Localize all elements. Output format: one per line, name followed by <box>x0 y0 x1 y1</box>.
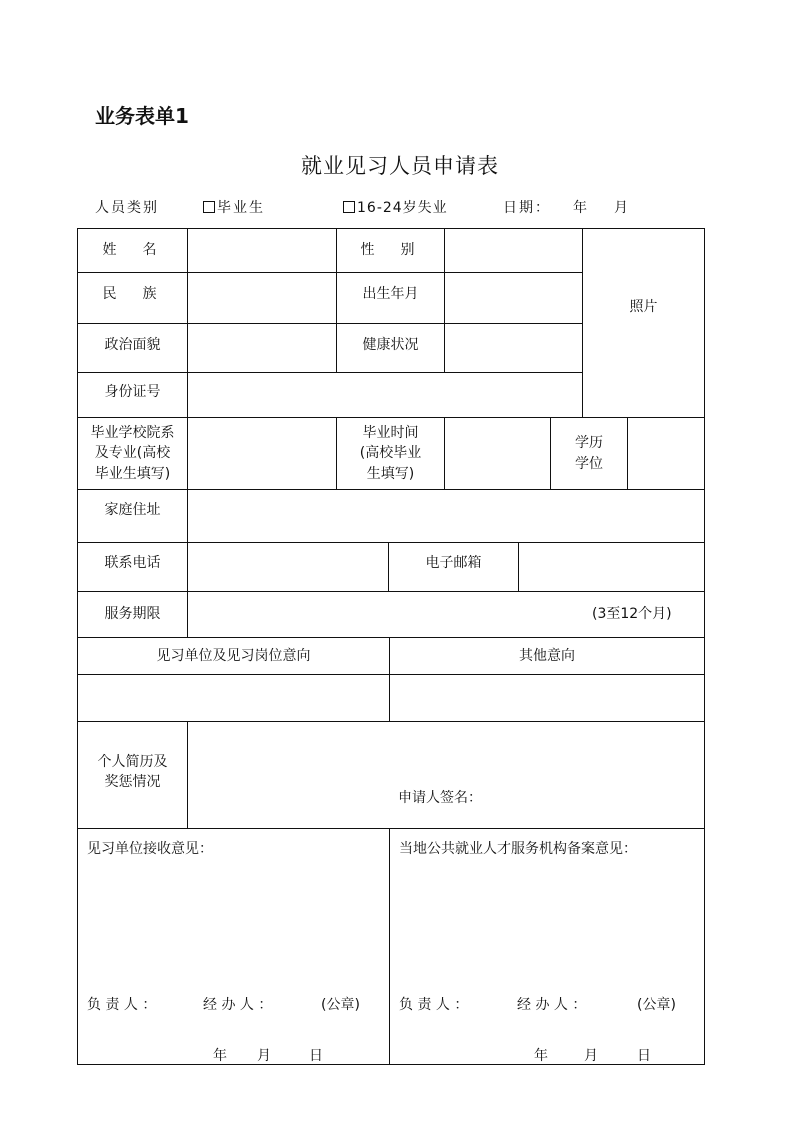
unit-opinion-area[interactable] <box>78 829 389 1064</box>
agency-responsible-label: 负 责 人 ： <box>399 997 469 1013</box>
phone-label: 联系电话 <box>104 554 161 571</box>
form-code: 业务表单1 <box>95 104 189 128</box>
agency-year-label: 年 <box>534 1048 548 1064</box>
birth-label: 出生年月 <box>362 286 419 303</box>
table-border-bottom <box>77 1064 705 1065</box>
table-border-right <box>704 228 705 1065</box>
email-label: 电子邮箱 <box>425 554 482 571</box>
name-input[interactable] <box>188 229 336 272</box>
page-title: 就业见习人员申请表 <box>301 154 499 178</box>
photo-box[interactable] <box>583 229 704 386</box>
date-year-label: 年 <box>573 200 589 216</box>
intent-other-label: 其他意向 <box>519 647 575 664</box>
service-period-label: 服务期限 <box>104 606 161 623</box>
gender-input[interactable] <box>445 229 582 272</box>
unit-responsible-label: 负 责 人 ： <box>87 997 157 1013</box>
unit-seal-label: (公章) <box>321 997 360 1013</box>
option-graduate-label: 毕业生 <box>217 200 265 216</box>
unit-opinion-title: 见习单位接收意见： <box>87 841 213 857</box>
service-period-hint: (3至12个月) <box>592 606 672 622</box>
school-label: 毕业学校院系 及专业(高校 毕业生填写) <box>90 425 175 482</box>
unit-handler-label: 经 办 人 ： <box>203 997 273 1013</box>
health-input[interactable] <box>445 324 582 372</box>
id-number-input[interactable] <box>188 373 582 417</box>
checkbox-graduate[interactable] <box>203 201 215 213</box>
ethnicity-input[interactable] <box>188 273 336 323</box>
degree-label: 学历 学位 <box>575 435 603 472</box>
agency-opinion-title: 当地公共就业人才服务机构备案意见： <box>399 841 637 857</box>
checkbox-unemployed[interactable] <box>343 201 355 213</box>
option-graduate[interactable] <box>203 197 265 217</box>
intent-unit-label: 见习单位及见习岗位意向 <box>156 647 311 664</box>
grad-time-label: 毕业时间 (高校毕业 生填写) <box>359 425 422 482</box>
ethnicity-label: 民 族 <box>102 286 163 303</box>
resume-input[interactable] <box>188 722 704 828</box>
health-label: 健康状况 <box>362 336 419 353</box>
id-number-label: 身份证号 <box>104 383 161 400</box>
school-input[interactable] <box>188 418 336 489</box>
address-label: 家庭住址 <box>104 501 161 518</box>
agency-seal-label: (公章) <box>637 997 676 1013</box>
date-month-label: 月 <box>614 200 630 216</box>
political-label: 政治面貌 <box>104 336 161 353</box>
grad-time-input[interactable] <box>445 418 550 489</box>
name-label: 姓 名 <box>102 242 163 259</box>
intent-other-input[interactable] <box>390 675 704 721</box>
intent-unit-input[interactable] <box>78 675 389 721</box>
agency-handler-label: 经 办 人 ： <box>517 997 587 1013</box>
unit-month-label: 月 <box>257 1048 271 1064</box>
signature-label: 申请人签名： <box>398 790 482 806</box>
gender-label: 性 别 <box>360 242 421 259</box>
political-input[interactable] <box>188 324 336 372</box>
degree-input[interactable] <box>628 418 704 489</box>
address-input[interactable] <box>188 490 704 542</box>
option-unemployed-label: 16-24岁失业 <box>357 200 448 216</box>
agency-day-label: 日 <box>637 1048 651 1064</box>
photo-label: 照片 <box>629 299 658 316</box>
option-unemployed[interactable] <box>343 197 448 217</box>
phone-input[interactable] <box>188 543 388 591</box>
agency-month-label: 月 <box>584 1048 598 1064</box>
date-label: 日期： <box>503 200 551 216</box>
unit-year-label: 年 <box>213 1048 227 1064</box>
birth-input[interactable] <box>445 273 582 323</box>
email-input[interactable] <box>519 543 704 591</box>
category-label: 人员类别 <box>95 200 159 216</box>
agency-opinion-area[interactable] <box>390 829 704 1064</box>
unit-day-label: 日 <box>309 1048 323 1064</box>
resume-label: 个人简历及 奖惩情况 <box>97 753 168 790</box>
